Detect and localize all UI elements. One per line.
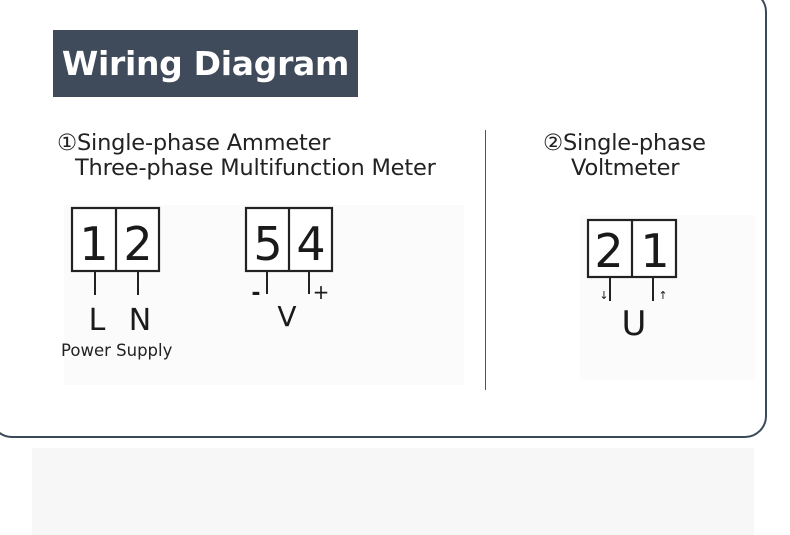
wire-label-n: N bbox=[128, 303, 152, 335]
terminal-label-4: 4 bbox=[296, 217, 326, 271]
terminal-block-voltage bbox=[242, 205, 342, 330]
terminal-label-5: 5 bbox=[253, 217, 283, 271]
up-arrow-icon: ↑ bbox=[658, 289, 668, 302]
plus-sign: + bbox=[312, 280, 330, 304]
title-badge: Wiring Diagram bbox=[53, 30, 358, 97]
section1-heading-line2: Three-phase Multifunction Meter bbox=[75, 155, 436, 181]
section1-heading-line1: ①Single-phase Ammeter bbox=[57, 130, 331, 156]
terminal-label-1: 1 bbox=[640, 224, 670, 278]
wire-label-u: U bbox=[621, 304, 647, 344]
minus-sign: - bbox=[251, 281, 261, 306]
wire-label-l: L bbox=[88, 303, 106, 335]
terminal-label-2: 2 bbox=[123, 217, 153, 271]
section-divider bbox=[485, 130, 486, 390]
terminal-label-2: 2 bbox=[594, 224, 624, 278]
terminal-label-1: 1 bbox=[79, 217, 109, 271]
down-arrow-icon: ↓ bbox=[599, 289, 609, 302]
section2-heading-line1: ②Single-phase bbox=[543, 130, 706, 156]
section2-heading-line2: Voltmeter bbox=[571, 155, 680, 181]
lower-background-panel bbox=[32, 448, 754, 535]
terminal-block-voltmeter bbox=[583, 215, 693, 345]
terminal-block-power bbox=[68, 205, 168, 335]
power-supply-caption: Power Supply bbox=[61, 341, 173, 360]
wire-label-v: V bbox=[277, 300, 297, 330]
